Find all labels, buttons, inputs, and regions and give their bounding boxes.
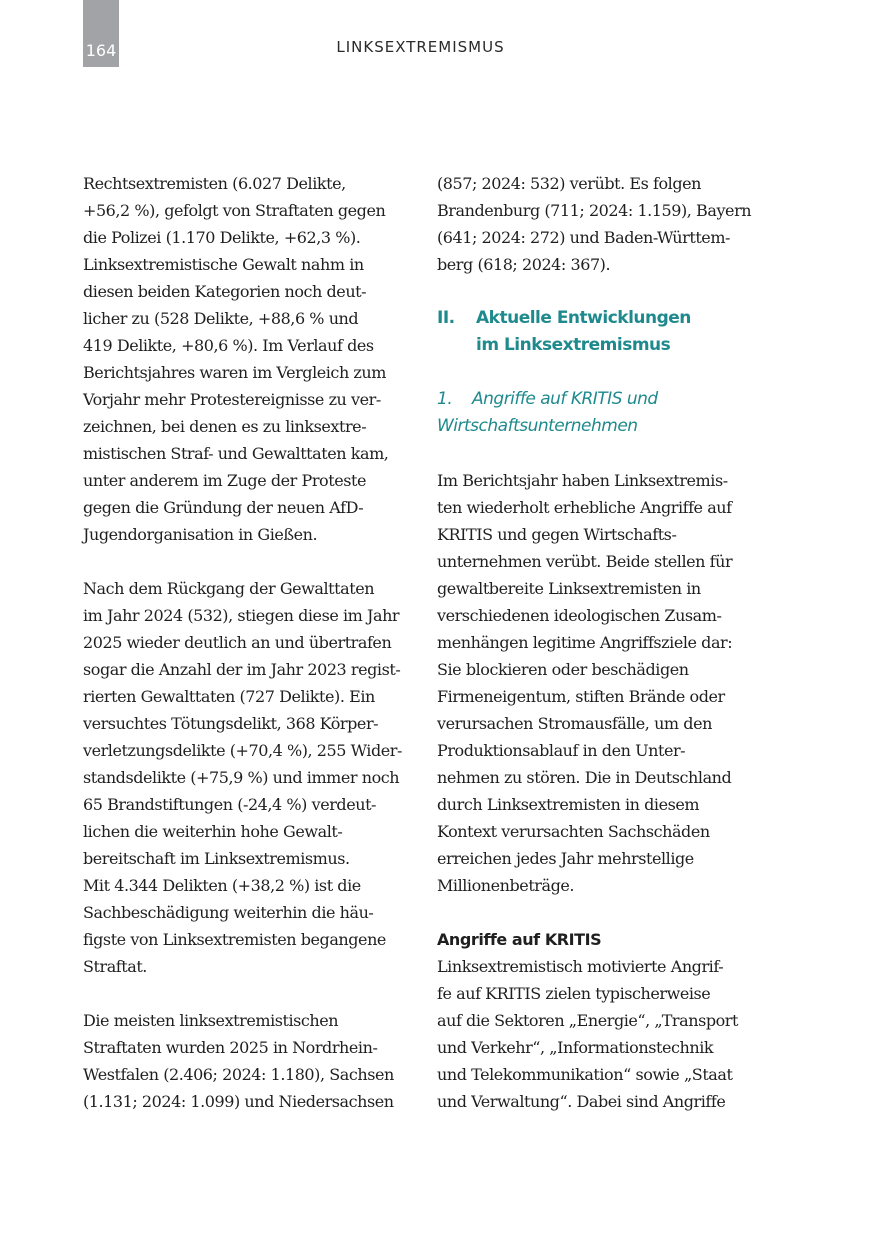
text-line: Jugendorganisation in Gießen.: [83, 525, 318, 544]
subsection-heading-line: Angriffe auf KRITIS und: [472, 389, 658, 409]
text-line: Produktionsablauf in den Unter-: [437, 741, 686, 760]
text-line: diesen beiden Kategorien noch deut-: [83, 282, 367, 301]
section-number: II.: [437, 308, 455, 328]
text-line: erreichen jedes Jahr mehrstellige: [437, 849, 694, 868]
text-line: fe auf KRITIS zielen typischerweise: [437, 984, 711, 1003]
text-line: Firmeneigentum, stiften Brände oder: [437, 687, 725, 706]
text-line: verschiedenen ideologischen Zusam-: [437, 606, 722, 625]
paragraph: [83, 170, 408, 548]
text-line: zeichnen, bei denen es zu linksextre-: [83, 417, 367, 436]
text-line: (857; 2024: 532) verübt. Es folgen: [437, 174, 701, 193]
text-line: 65 Brandstiftungen (-24,4 %) verdeut-: [83, 795, 377, 814]
text-line: 419 Delikte, +80,6 %). Im Verlauf des: [83, 336, 374, 355]
paragraph: [83, 575, 408, 980]
subsection-heading-line: Wirtschaftsunternehmen: [437, 416, 638, 436]
page-number: 164: [85, 41, 117, 60]
text-line: Straftat.: [83, 957, 147, 976]
text-line: Nach dem Rückgang der Gewalttaten: [83, 579, 375, 598]
text-line: nehmen zu stören. Die in Deutschland: [437, 768, 732, 787]
text-line: und Verkehr“, „Informationstechnik: [437, 1038, 714, 1057]
text-line: versuchtes Tötungsdelikt, 368 Körper-: [83, 714, 379, 733]
bold-subheading: Angriffe auf KRITIS: [437, 930, 602, 949]
text-line: Linksextremistische Gewalt nahm in: [83, 255, 364, 274]
text-line: Im Berichtsjahr haben Linksextremis-: [437, 471, 728, 490]
subsection-heading: [437, 386, 757, 440]
running-title: LINKSEXTREMISMUS: [336, 38, 505, 56]
text-line: die Polizei (1.170 Delikte, +62,3 %).: [83, 228, 361, 247]
text-line: sogar die Anzahl der im Jahr 2023 regist-: [83, 660, 401, 679]
text-line: im Jahr 2024 (532), stiegen diese im Jahr: [83, 606, 400, 625]
right-column: [437, 170, 757, 1115]
text-line: verletzungsdelikte (+70,4 %), 255 Wider-: [83, 741, 402, 760]
paragraph: [437, 467, 757, 899]
paragraph: [437, 953, 757, 1115]
paragraph: [83, 1007, 408, 1115]
text-line: Vorjahr mehr Protestereignisse zu ver-: [83, 390, 381, 409]
text-line: (1.131; 2024: 1.099) und Niedersachsen: [83, 1092, 394, 1111]
left-column: [83, 170, 408, 1115]
text-line: Sachbeschädigung weiterhin die häu-: [83, 903, 374, 922]
text-line: Die meisten linksextremistischen: [83, 1011, 339, 1030]
text-line: Westfalen (2.406; 2024: 1.180), Sachsen: [83, 1065, 394, 1084]
text-line: gegen die Gründung der neuen AfD-: [83, 498, 364, 517]
text-line: bereitschaft im Linksextremismus.: [83, 849, 350, 868]
text-line: ten wiederholt erhebliche Angriffe auf: [437, 498, 732, 517]
text-line: Straftaten wurden 2025 in Nordrhein-: [83, 1038, 378, 1057]
paragraph: [437, 170, 757, 278]
text-line: Rechtsextremisten (6.027 Delikte,: [83, 174, 346, 193]
text-line: Millionenbeträge.: [437, 876, 575, 895]
text-line: Mit 4.344 Delikten (+38,2 %) ist die: [83, 876, 361, 895]
text-line: Brandenburg (711; 2024: 1.159), Bayern: [437, 201, 752, 220]
page-number-tab: [83, 0, 119, 67]
text-line: durch Linksextremisten in diesem: [437, 795, 700, 814]
text-line: +56,2 %), gefolgt von Straftaten gegen: [83, 201, 386, 220]
text-line: figste von Linksextremisten begangene: [83, 930, 386, 949]
text-line: lichen die weiterhin hohe Gewalt-: [83, 822, 343, 841]
text-line: gewaltbereite Linksextremisten in: [437, 579, 701, 598]
text-line: licher zu (528 Delikte, +88,6 % und: [83, 309, 359, 328]
section-heading-line: im Linksextremismus: [476, 335, 671, 355]
text-line: mistischen Straf- und Gewalttaten kam,: [83, 444, 389, 463]
text-line: menhängen legitime Angriffsziele dar:: [437, 633, 733, 652]
text-line: berg (618; 2024: 367).: [437, 255, 611, 274]
text-line: Sie blockieren oder beschädigen: [437, 660, 689, 679]
text-line: auf die Sektoren „Energie“, „Transport: [437, 1011, 738, 1030]
text-line: rierten Gewalttaten (727 Delikte). Ein: [83, 687, 375, 706]
text-line: (641; 2024: 272) und Baden-Württem-: [437, 228, 731, 247]
text-line: Linksextremistisch motivierte Angrif-: [437, 957, 724, 976]
text-line: unternehmen verübt. Beide stellen für: [437, 552, 733, 571]
text-line: und Verwaltung“. Dabei sind Angriffe: [437, 1092, 726, 1111]
text-line: unter anderem im Zuge der Proteste: [83, 471, 366, 490]
text-line: standsdelikte (+75,9 %) und immer noch: [83, 768, 400, 787]
subsection-number: 1.: [437, 389, 453, 409]
text-line: Kontext verursachten Sachschäden: [437, 822, 710, 841]
text-line: 2025 wieder deutlich an und übertrafen: [83, 633, 392, 652]
text-line: verursachen Stromausfälle, um den: [437, 714, 712, 733]
text-line: KRITIS und gegen Wirtschafts-: [437, 525, 677, 544]
section-heading: [437, 305, 757, 359]
text-line: Berichtsjahres waren im Vergleich zum: [83, 363, 386, 382]
section-heading-line: Aktuelle Entwicklungen: [476, 308, 691, 328]
text-line: und Telekommunikation“ sowie „Staat: [437, 1065, 733, 1084]
